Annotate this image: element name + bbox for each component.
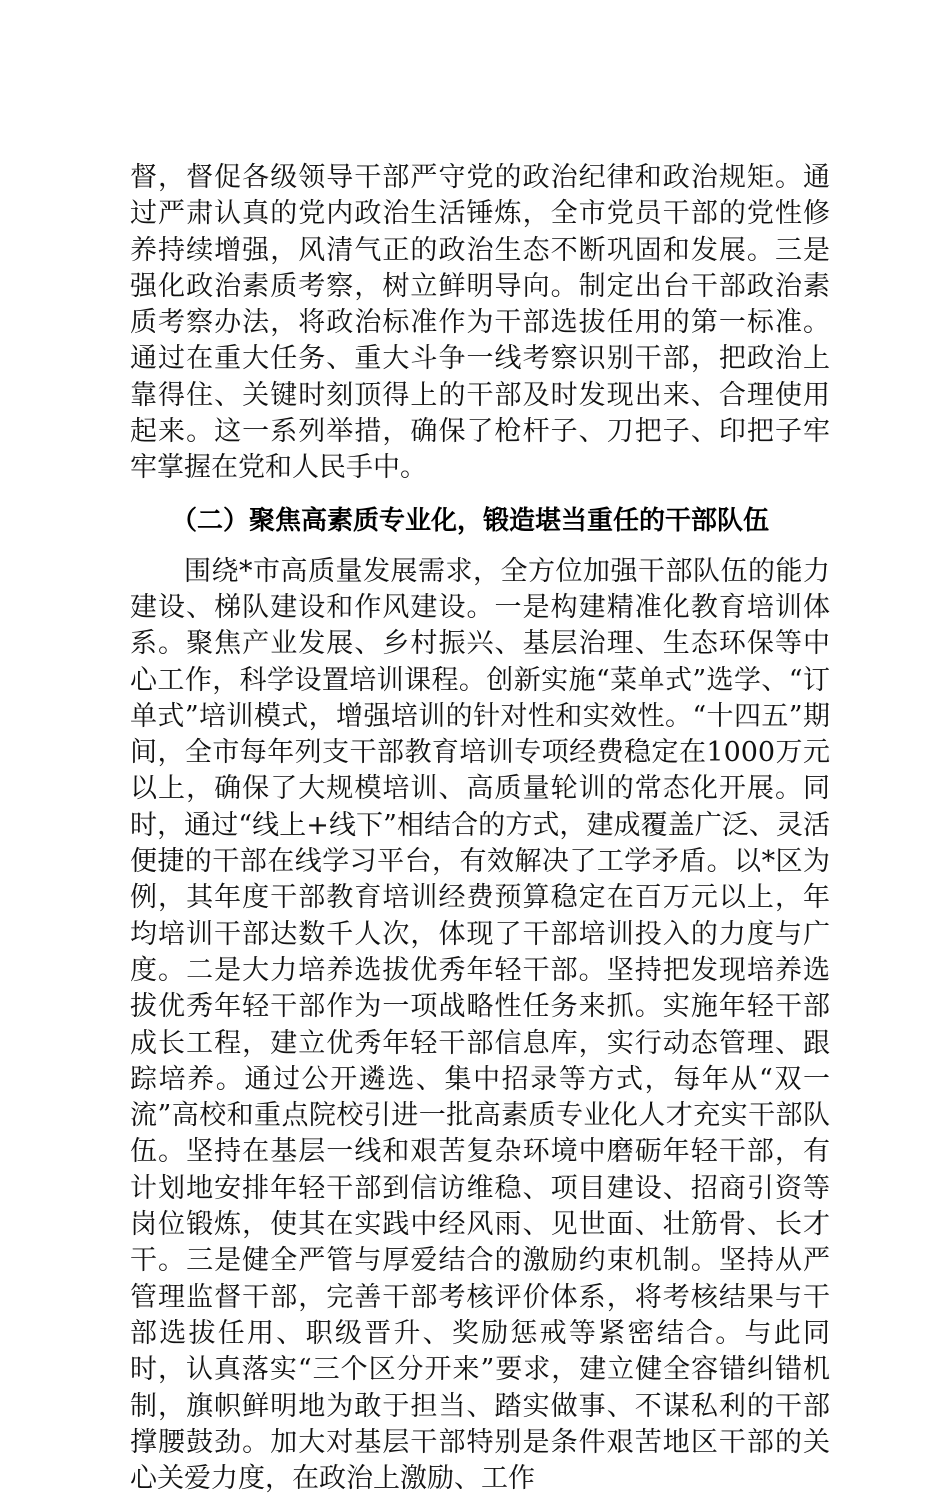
continued-paragraph: 督，督促各级领导干部严守党的政治纪律和政治规矩。通过严肃认真的党内政治生活锤炼，全市党员干部的党性修养持续增强，风清气正的政治生态不断巩固和发展。三是强化政治素质考察，树立鲜明导向。制定出台干部政治素质考察办法，将政治标准作为干部选拔任用的第一标准。通过在重大任务、重大斗争一线考察识别干部，把政治上靠得住、关键时刻顶得上的干部及时发现出来、合理使用起来。这一系列举措，确保了枪杆子、刀把子、印把子牢牢掌握在党和人民手中。 [130,162,830,484]
section-paragraph: 围绕*市高质量发展需求，全方位加强干部队伍的能力建设、梯队建设和作风建设。一是构建精准化教育培训体系。聚焦产业发展、乡村振兴、基层治理、生态环保等中心工作，科学设置培训课程。创新实施“菜单式”选学、“订单式”培训模式，增强培训的针对性和实效性。“十四五”期间，全市每年列支干部教育培训专项经费稳定在1000万元以上，确保了大规模培训、高质量轮训的常态化开展。同时，通过“线上+线下”相结合的方式，建成覆盖广泛、灵活便捷的干部在线学习平台，有效解决了工学矛盾。以*区为例，其年度干部教育培训经费预算稳定在百万元以上，年均培训干部达数千人次，体现了干部培训投入的力度与广度。二是大力培养选拔优秀年轻干部。坚持把发现培养选拔优秀年轻干部作为一项战略性任务来抓。实施年轻干部成长工程，建立优秀年轻干部信息库，实行动态管理、跟踪培养。通过公开遴选、集中招录等方式，每年从“双一流”高校和重点院校引进一批高素质专业化人才充实干部队伍。坚持在基层一线和艰苦复杂环境中磨砺年轻干部，有计划地安排年轻干部到信访维稳、项目建设、招商引资等岗位锻炼，使其在实践中经风雨、见世面、壮筋骨、长才干。三是健全严管与厚爱结合的激励约束机制。坚持从严管理监督干部，完善干部考核评价体系，将考核结果与干部选拔任用、职级晋升、奖励惩戒等紧密结合。与此同时，认真落实“三个区分开来”要求，建立健全容错纠错机制，旗帜鲜明地为敢于担当、踏实做事、不谋私利的干部撑腰鼓劲。加大对基层干部特别是条件艰苦地区干部的关心关爱力度，在政治上激励、工作 [130,555,830,1495]
document-body [130,160,830,1497]
section-heading: （二）聚焦高素质专业化，锻造堪当重任的干部队伍 [171,505,770,536]
